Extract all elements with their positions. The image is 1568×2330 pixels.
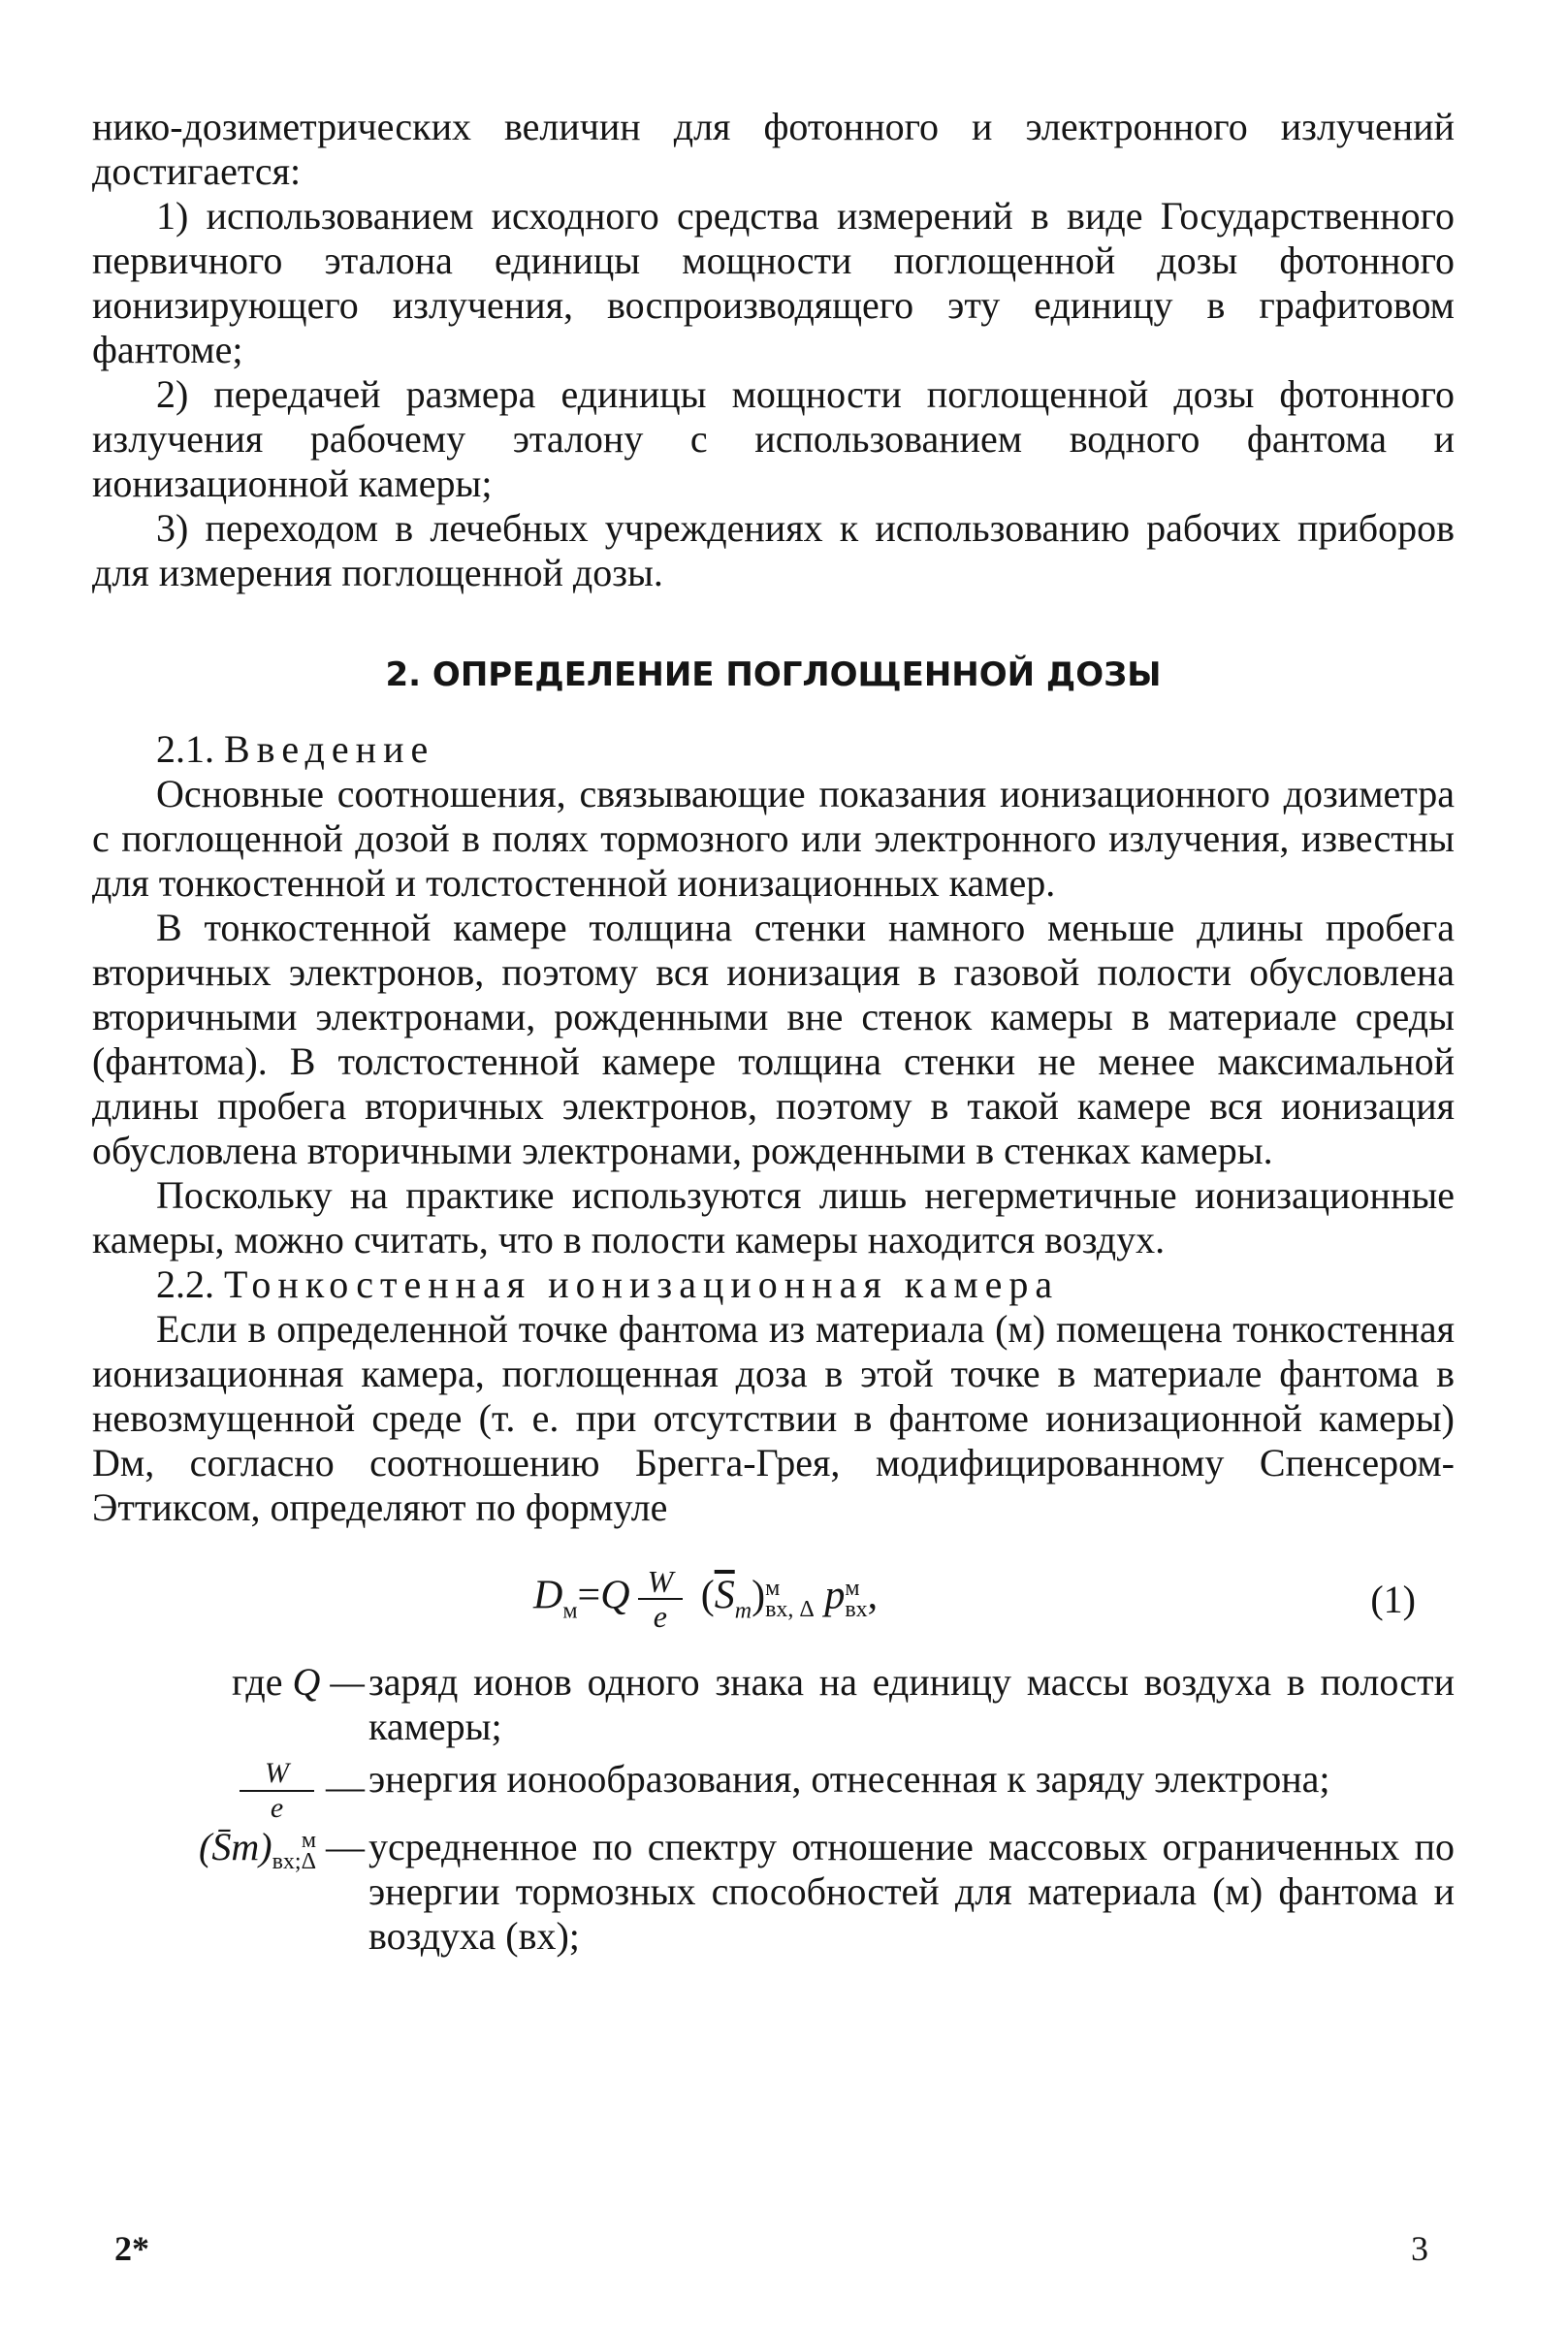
symbol-s-indices xyxy=(272,1827,316,1874)
formula-paren-close: ) xyxy=(752,1573,766,1618)
formula-p: p xyxy=(824,1573,846,1618)
list-item-2: 2) передачей размера единицы мощности поглощенной дозы фотонного излучения рабочему эталону с использованием водного фантома и ионизационной камеры; xyxy=(92,372,1455,505)
definition-text-we: энергия ионообразования, отнесенная к заряду электрона; xyxy=(368,1757,1330,1801)
page-number: 3 xyxy=(1411,2229,1428,2268)
equation-1 xyxy=(92,1548,1455,1654)
symbol-q: Q — xyxy=(292,1660,365,1704)
where-word: где xyxy=(232,1660,283,1704)
formula-s-indices xyxy=(765,1578,815,1620)
formula-e: e xyxy=(653,1599,667,1634)
equation-number: (1) xyxy=(1370,1578,1416,1621)
subsection-heading-thin-wall xyxy=(92,1262,1455,1307)
subsection-title: Тонкостенная ионизационная камера xyxy=(224,1262,1060,1306)
formula-q: Q xyxy=(600,1573,630,1618)
subsection-title: Введение xyxy=(224,727,435,771)
formula-p-indices xyxy=(845,1578,867,1620)
formula-comma: , xyxy=(867,1573,879,1618)
subsection-number: 2.1. xyxy=(156,727,214,771)
footer-signature-mark: 2* xyxy=(114,2229,149,2268)
paragraph: Основные соотношения, связывающие показания ионизационного дозиметра с поглощенной дозой в полях тормозного или электронного излучения, известны для тонкостенной и толстостенной ионизационных камер. xyxy=(92,772,1455,905)
paragraph: Поскольку на практике используются лишь негерметичные ионизационные камеры, можно считать, что в полости камеры находится воздух. xyxy=(92,1173,1455,1261)
symbol-we-fraction xyxy=(240,1757,314,1825)
formula-s-sub: m xyxy=(734,1598,752,1624)
subsection-heading-intro xyxy=(92,727,1455,772)
paragraph: Если в определенной точке фантома из материала (м) помещена тонкостенная ионизационная камера, поглощенная доза в этой точке в материале фантома в невозмущенной среде (т. е. при отсутствии в фантоме ионизационной камеры) Dм, согласно соотношению Брегга-Грея, модифицированному Спенсером-Эттиксом, определяют по формуле xyxy=(92,1307,1455,1529)
definition-symbol-s xyxy=(92,1825,368,1966)
formula-d: D xyxy=(533,1573,563,1618)
paragraph: В тонкостенной камере толщина стенки намного меньше длины пробега вторичных электронов, поэтому вся ионизация в газовой полости обусловлена вторичными электронами, рожденными вне стенок камеры в материале среды (фантома). В толстостенной камере толщина стенки не менее максимальной длины пробега вторичных электронов, поэтому в такой камере вся ионизация обусловлена вторичными электронами, рожденными в стенках камеры. xyxy=(92,906,1455,1172)
definition-text-s: усредненное по спектру отношение массовых ограниченных по энергии тормозных способностей для материала (м) фантома и воздуха (вх); xyxy=(368,1825,1455,1958)
paragraph-continuation: нико-дозиметрических величин для фотонного и электронного излучений достигается: xyxy=(92,105,1455,193)
formula-s-subscript: вх, Δ xyxy=(765,1597,815,1622)
definition-symbol-q xyxy=(92,1660,368,1757)
formula-p-sub: вх xyxy=(845,1597,868,1622)
list-item-1: 1) использованием исходного средства измерений в виде Государственного первичного эталона единицы мощности поглощенной дозы фотонного ионизирующего излучения, воспроизводящего эту единицу в графитовом фантоме; xyxy=(92,194,1455,371)
symbol-s-sub: вх;Δ xyxy=(272,1848,316,1874)
list-item-3: 3) переходом в лечебных учреждениях к использованию рабочих приборов для измерения поглощенной дозы. xyxy=(92,506,1455,594)
formula xyxy=(533,1565,878,1633)
symbol-we-den: e xyxy=(270,1792,284,1824)
formula-s-sup: м xyxy=(765,1576,781,1601)
formula-p-sup: м xyxy=(845,1576,860,1601)
subsection-number: 2.2. xyxy=(156,1262,214,1306)
symbol-s: (S̄m) xyxy=(199,1825,272,1868)
symbol-s-dash: — xyxy=(316,1825,365,1868)
symbol-we-num: W xyxy=(240,1757,314,1792)
definition-symbol-we xyxy=(92,1757,368,1825)
formula-s: $\overline{S}$ xyxy=(714,1573,735,1618)
formula-d-sub: м xyxy=(562,1598,578,1624)
symbol-s-sup: м xyxy=(301,1827,316,1853)
formula-eq: = xyxy=(577,1573,601,1618)
section-heading: 2. ОПРЕДЕЛЕНИЕ ПОГЛОЩЕННОЙ ДОЗЫ xyxy=(385,655,1162,694)
page-body xyxy=(92,105,1455,1966)
formula-paren-open: ( xyxy=(700,1573,715,1618)
formula-fraction xyxy=(638,1565,684,1633)
symbol-definitions xyxy=(92,1660,1455,1966)
symbol-we-dash: — xyxy=(316,1765,365,1809)
definition-text-q: заряд ионов одного знака на единицу массы воздуха в полости камеры; xyxy=(368,1660,1455,1748)
formula-w: W xyxy=(638,1565,684,1600)
